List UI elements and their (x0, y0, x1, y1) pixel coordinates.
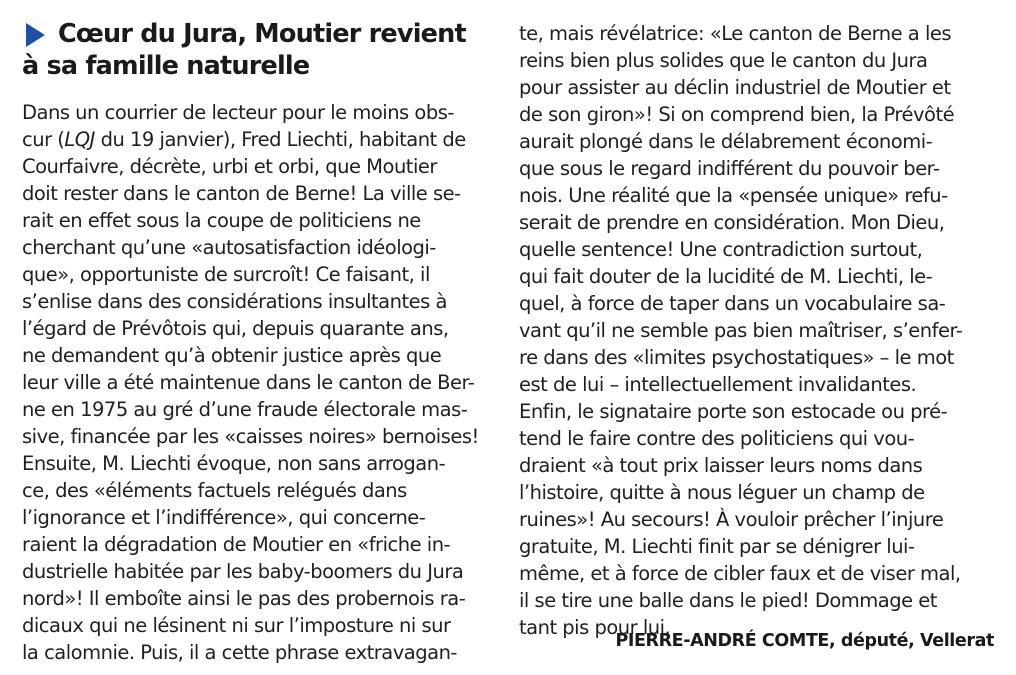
text-line: dicaux qui ne lésinent ni sur l’imposture ni sur (22, 614, 451, 637)
text-line: l’ignorance et l’indifférence», qui concerne- (22, 506, 426, 529)
text-line: nois. Une réalité que la «pensée unique» refu- (519, 184, 948, 207)
left-column (22, 0, 497, 666)
text-line: dustrielle habitée par les baby-boomers du Jura (22, 560, 464, 583)
text-line: Enfin, le signataire porte son estocade ou pré- (519, 400, 948, 423)
triangle-arrow-icon (26, 23, 45, 47)
text-line: cur (LQJ du 19 janvier), Fred Liechti, habitant de (22, 128, 466, 151)
text-line: ne demandent qu’à obtenir justice après que (22, 344, 442, 367)
text-line: te, mais révélatrice: «Le canton de Berne a les (519, 22, 952, 45)
text-line: raient la dégradation de Moutier en «friche in- (22, 533, 451, 556)
text-line: que sous le regard indifférent du pouvoir ber- (519, 157, 940, 180)
right-column (519, 0, 999, 641)
text-line: la calomnie. Puis, il a cette phrase extravagan- (22, 641, 457, 664)
text-line: reins bien plus solides que le canton du Jura (519, 49, 928, 72)
text-line: rait en effet sous la coupe de politiciens ne (22, 209, 421, 232)
text-line: ce, des «éléments factuels relégués dans (22, 479, 407, 502)
text-line: tant pis pour lui. (519, 616, 671, 639)
text-line: l’égard de Prévôtois qui, depuis quarante ans, (22, 317, 449, 340)
text-line: leur ville a été maintenue dans le canton de Ber- (22, 371, 475, 394)
text-line: quelle sentence! Une contradiction surtout, (519, 238, 923, 261)
text-line: sive, financée par les «caisses noires» bernoises! (22, 425, 479, 448)
text-line: serait de prendre en considération. Mon Dieu, (519, 211, 945, 234)
text-line: l’histoire, quitte à nous léguer un champ de (519, 481, 925, 504)
text-line: ne en 1975 au gré d’une fraude électorale mas- (22, 398, 468, 421)
text-line: Ensuite, M. Liechti évoque, non sans arrogan- (22, 452, 446, 475)
text-line: il se tire une balle dans le pied! Dommage et (519, 589, 937, 612)
text-line: re dans des «limites psychostatiques» – le mot (519, 346, 954, 369)
headline-line-2: à sa famille naturelle (22, 51, 310, 81)
text-line: de son giron»! Si on comprend bien, la Prévôté (519, 103, 955, 126)
text-line: pour assister au déclin industriel de Moutier et (519, 76, 951, 99)
author-signature: PIERRE-ANDRÉ COMTE, député, Vellerat (615, 631, 994, 651)
text-line: qui fait douter de la lucidité de M. Liechti, le- (519, 265, 933, 288)
text-line: gratuite, M. Liechti finit par se dénigrer lui- (519, 535, 915, 558)
text-line: vant qu’il ne semble pas bien maîtriser, s’enfer- (519, 319, 963, 342)
text-line: quel, à force de taper dans un vocabulaire sa- (519, 292, 946, 315)
right-column-text (519, 20, 999, 641)
text-line: doit rester dans le canton de Berne! La ville se- (22, 182, 461, 205)
text-line: nord»! Il emboîte ainsi le pas des probernois ra- (22, 587, 466, 610)
text-line: Courfaivre, décrète, urbi et orbi, que Moutier (22, 155, 437, 178)
text-line: tend le faire contre des politiciens qui vou- (519, 427, 915, 450)
text-line: est de lui – intellectuellement invalidantes. (519, 373, 917, 396)
headline (22, 18, 497, 82)
left-column-text (22, 99, 497, 666)
text-line: ruines»! Au secours! À vouloir prêcher l’injure (519, 508, 944, 531)
headline-line-1: Cœur du Jura, Moutier revient (58, 19, 466, 49)
text-line: même, et à force de cibler faux et de viser mal, (519, 562, 961, 585)
text-line: aurait plongé dans le délabrement économi- (519, 130, 933, 153)
text-line: cherchant qu’une «autosatisfaction idéologi- (22, 236, 436, 259)
text-line: s’enlise dans des considérations insultantes à (22, 290, 447, 313)
text-line: que», opportuniste de surcroît! Ce faisant, il (22, 263, 430, 286)
text-line: Dans un courrier de lecteur pour le moins obs- (22, 101, 454, 124)
text-line: draient «à tout prix laisser leurs noms dans (519, 454, 923, 477)
